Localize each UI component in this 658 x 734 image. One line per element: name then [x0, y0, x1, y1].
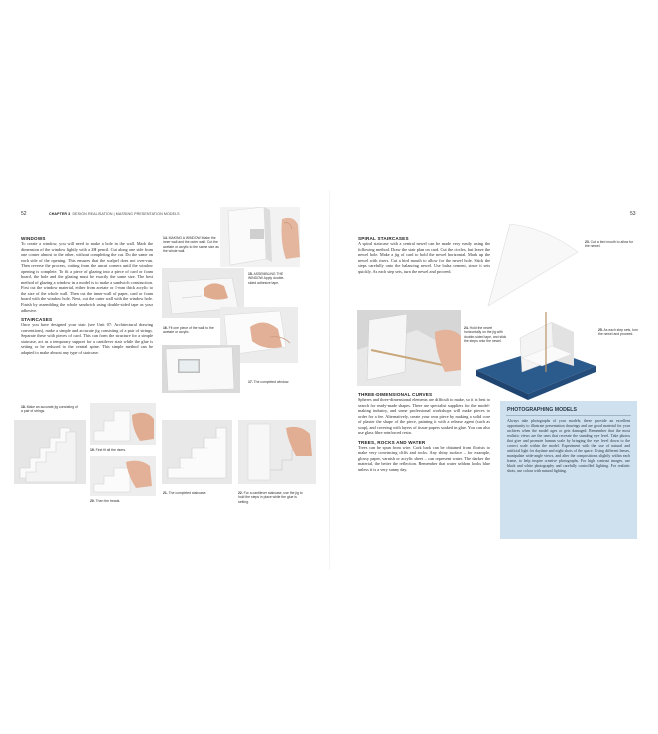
photographing-models-sidebar	[500, 401, 637, 539]
curves-trees-section	[358, 392, 490, 473]
photo-cantilever-stair	[238, 420, 316, 484]
running-head-chapter: CHAPTER 3	[49, 212, 71, 216]
photo-spiral-model	[476, 308, 596, 400]
caption-16: 16. Fit one piece of the wall to the acetate or acrylic.	[163, 326, 214, 335]
photo-completed-window	[162, 345, 240, 393]
photo-stair-jig	[14, 420, 86, 484]
sidebar-text: Always take photographs of your models; these provide an excellent opportunity to illustrate presentation drawings and are good material for your archives when the model ages or gets damaged. Remember that the most realistic views are the ones that recreate the standing eye level. Take photos that give and promote human scale by bringing the eye level down to the correct scale within the model. Experiment with the use of natural and artificial light for daytime and night shots of the space. Using different lenses, manipulate wide-angle views, and alter the compositions slightly within each frame, to help inspire creative photographs. For high contrast images, use black and white photography and carefully controlled lighting. For realistic shots, use colour with natural lighting.	[507, 419, 630, 474]
photo-treads	[90, 456, 156, 496]
staircases-heading: STAIRCASES	[21, 317, 53, 323]
caption-24: 24. Hold the newel horizontally on the jig with double-sided tape, and stick the steps onto the newel.	[464, 326, 507, 344]
spiral-text: A spiral staircase with a central newel can be made very easily using the following method. Draw the stair plan on card. Cut the circles, but leave the newel hole. Make a jig of card to hold the newel horizontal. Mark up the newel with risers. Cut a bird mouth to allow for the newel hole. Stick the steps carefully onto the balancing newel. Use balsa cement, since it sets quickly. As each step sets, turn the newel and proceed.	[358, 241, 490, 274]
staircases-text: Once you have designed your stair (see Unit 07: Architectural drawing conventions), make a simple and accurate jig consisting of a pair of strings. Separate these with pieces of card. This can form the structure for a simple staircase, act as a temporary support for a cantilever stair while the glue is setting or be reduced to the central spine. This simple method can be adapted to make almost any type of staircase.	[21, 322, 153, 355]
sidebar-heading: PHOTOGRAPHING MODELS	[506, 401, 631, 416]
caption-17: 17. The completed window.	[248, 380, 290, 384]
page-number-right: 53	[630, 211, 636, 217]
caption-21: 21. The completed staircase.	[163, 491, 207, 495]
trees-text: Trees can be spun from wire. Cork bark can be obtained from florists to make very convincing cliffs and rocks. Any shiny surface – for example, glossy paper, varnish or acrylic sheet – can represent water. The darker the material, the better the reflection. Remember that water seldom looks blue unless it is a very sunny day.	[358, 444, 490, 473]
curves-text: Spheres and three-dimensional elements are difficult to make, so it is best to search for ready-made shapes. There are specialist suppliers for the model-making industry, and some professional workshops will make pieces to order for a fee. Alternatively, create your own piece by making a solid core of plaster the shape of the piece, painting it with a release agent (such as soap), and covering with layers of tissue papers soaked in glue. You can also use glass fibre reinforced resin.	[358, 397, 490, 436]
caption-14: 14. MAKING A WINDOW Make the inner wall and the outer wall. Cut the acetate or acrylic to the same size as the whole wall.	[163, 236, 219, 254]
running-head	[49, 212, 180, 216]
page-number-left: 52	[21, 211, 27, 217]
windows-heading: WINDOWS	[21, 236, 46, 241]
photo-newel-jig	[357, 310, 461, 386]
curves-heading: THREE-DIMENSIONAL CURVES	[358, 392, 433, 397]
photo-completed-staircase	[162, 420, 232, 484]
caption-15: 15. ASSEMBLING THE WINDOW Apply double-sided adhesive tape.	[248, 272, 285, 285]
trees-heading: TREES, ROCKS AND WATER	[358, 439, 426, 445]
page-gutter	[329, 190, 330, 570]
caption-25: 25. As each step sets, turn the newel and proceed.	[598, 328, 638, 337]
running-head-title: DESIGN REALISATION | MASSING PRESENTATION MODELS	[72, 212, 180, 216]
caption-23: 23. Cut a bird mouth to allow for the newel.	[585, 240, 634, 249]
caption-22: 22. For a cantilever staircase, use the jig to hold the steps in place while the glue is setting.	[238, 491, 303, 504]
photo-risers	[90, 403, 156, 445]
spiral-heading: SPIRAL STAIRCASES	[358, 236, 409, 241]
caption-20: 20. Then the treads.	[90, 499, 121, 503]
spiral-section	[358, 236, 490, 274]
photo-bird-mouth	[480, 222, 584, 310]
windows-text: To create a window, you will need to make a hole in the wall. Mark the dimension of the window lightly with a 2H pencil. Cut along one side from one corner almost to the other, without completing the cut. Do the same on each side of the opening. This ensures that the scalpel does not over-run. Then reverse the process, cutting from the uncut corners until the window opening is complete. To fit a piece of glazing into a piece of card or foam board, the hole and the glazing must be exactly the same size. The best method of glazing a window in a model is to make a sandwich construction. First cut the window material, either from acetate or 1-mm thick acrylic to the size of the whole wall. Then cut the inner-wall of paper, card or foam board with the window hole. Next, cut the outer wall with the window hole. Finish by assembling the whole sandwich using double-sided tape as your adhesive.	[21, 241, 153, 313]
windows-section	[21, 236, 153, 355]
caption-19: 19. First fit all the risers.	[90, 448, 127, 452]
caption-18: 18. Make an accurate jig consisting of a pair of strings.	[21, 405, 78, 414]
photo-making-window	[220, 207, 300, 267]
